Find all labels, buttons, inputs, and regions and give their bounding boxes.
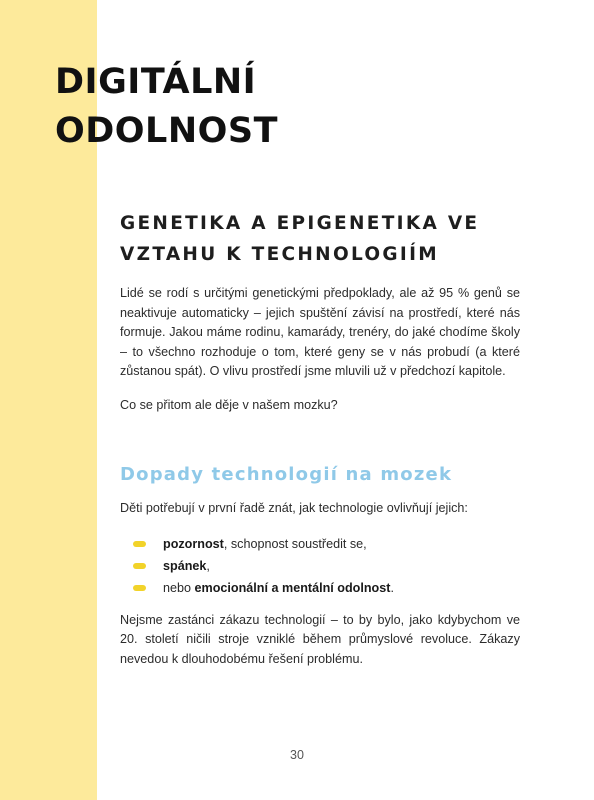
bullet-suffix: ,	[206, 558, 210, 573]
bullet-suffix: .	[390, 580, 394, 595]
bullet-suffix: , schopnost soustředit se,	[223, 536, 367, 551]
bullet-bold: spánek	[163, 558, 207, 573]
chapter-title: GENETIKA A EPIGENETIKA VE VZTAHU K TECHNOLOGIÍM	[120, 213, 480, 265]
bullet-item	[120, 577, 520, 599]
bullet-bold: pozornost	[163, 536, 224, 551]
bullet-prefix: nebo	[163, 580, 195, 595]
book-title-line: ODOLNOST	[55, 111, 278, 151]
section-heading: Dopady technologií na mozek	[120, 464, 453, 485]
section-intro: Děti potřebují v první řadě znát, jak technologie ovlivňují jejich:	[120, 501, 468, 515]
bullet-item	[120, 533, 520, 555]
bullet-dot-icon	[133, 541, 146, 547]
page-number: 30	[290, 748, 304, 762]
chapter-content	[120, 208, 520, 669]
body-paragraph: Co se přitom ale děje v našem mozku?	[120, 397, 338, 412]
bullet-list	[120, 533, 520, 599]
book-title	[55, 58, 278, 156]
bullet-dot-icon	[133, 563, 146, 569]
closing-paragraph: Nejsme zastánci zákazu technologií – to by bylo, jako kdybychom ve 20. století ničili stroje vzniklé během průmyslové revoluce. Zákazy nevedou k dlouhodobému řešení problému.	[120, 612, 520, 666]
bullet-bold: emocionální a mentální odolnost	[194, 580, 391, 595]
bullet-item	[120, 555, 520, 577]
bullet-dot-icon	[133, 585, 146, 591]
body-paragraph: Lidé se rodí s určitými genetickými předpoklady, ale až 95 % genů se neaktivuje automaticky – jejich spuštění závisí na prostředí, které nás formuje. Jakou máme rodinu, kamarády, trenéry, do jaké chodíme školy – to všechno rozhoduje o tom, které geny se v nás probudí (a které zůstanou spát). O vlivu prostředí jsme mluvili už v předchozí kapitole.	[120, 286, 520, 378]
book-title-line: DIGITÁLNÍ	[55, 62, 257, 102]
